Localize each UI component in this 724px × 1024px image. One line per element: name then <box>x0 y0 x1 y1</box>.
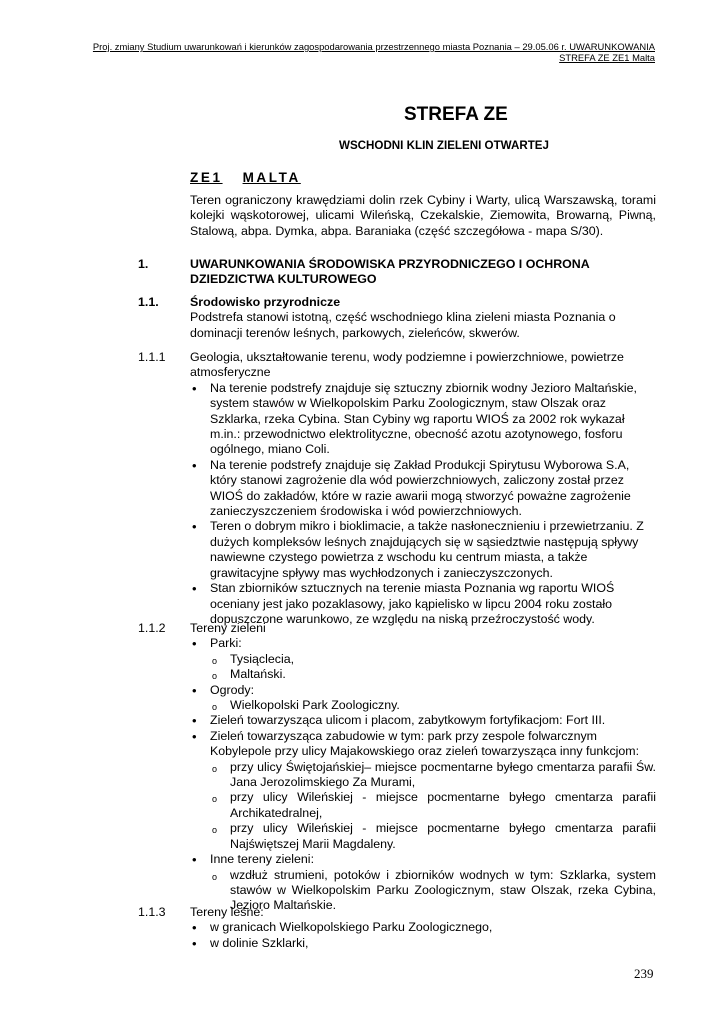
section-1-1-text: Podstrefa stanowi istotną, część wschodniego klina zieleni miasta Poznania o dominacji terenów leśnych, parkowych, zieleńców, skwerów. <box>190 310 616 340</box>
section-1-1-1 <box>190 350 656 627</box>
section-1-1-3-number: 1.1.3 <box>138 905 166 919</box>
section-1-1-3-title: Tereny leśne: <box>190 905 264 919</box>
forest-list <box>190 920 656 951</box>
intro-paragraph: Teren ograniczony krawędziami dolin rzek Cybiny i Warty, ulicą Warszawską, torami kolejki wąskotorowej, ulicami Wileńską, Czekalskie, Ziemowita, Browarną, Piwną, Stalową, abpa. Dymka, abpa. Baraniaka (część szczegółowa - mapa S/30). <box>190 193 656 238</box>
other-greenery-label: Inne tereny zieleni: <box>210 852 315 867</box>
building-greenery-label: Zieleń towarzysząca zabudowie w tym: park przy zespole folwarcznym Kobylepole przy ulicy Majakowskiego oraz zieleń towarzysząca inny funkcjom: <box>210 728 640 759</box>
page-title: STREFA ZE <box>404 104 508 125</box>
list-item: o przy ulicy Wileńskiej - miejsce pocmentarne byłego cmentarza parafii Najświętszej Marii Magdaleny. <box>210 821 656 852</box>
list-item: • w granicach Wielkopolskiego Parku Zoologicznego, <box>190 920 656 935</box>
list-item: • Na terenie podstrefy znajduje się Zakład Produkcji Spirytusu Wyborowa S.A, który stanowi zagrożenie dla wód powierzchniowych, zaliczony został przez WIOŚ do zakładów, które w razie awarii mogą stworzyć poważne zagrożenie zanieczyszczeniem środowiska i wód powierzchniowych. <box>190 458 656 520</box>
page-number: 239 <box>634 966 654 981</box>
section-1-1-2-number: 1.1.2 <box>138 621 166 635</box>
section-1-number: 1. <box>138 257 149 271</box>
greenery-list <box>190 636 656 913</box>
list-item <box>190 636 656 682</box>
gardens-label: Ogrody: <box>210 682 255 697</box>
section-1-1-2 <box>190 621 656 914</box>
list-item: o przy ulicy Świętojańskiej– miejsce pocmentarne byłego cmentarza parafii Św. Jana Jerozolimskiego Za Murami, <box>210 760 656 791</box>
list-item <box>190 683 656 714</box>
parks-list <box>210 652 656 683</box>
list-item: • Zieleń towarzysząca ulicom i placom, zabytkowym fortyfikacjom: Fort III. <box>190 713 656 728</box>
zone-code: ZE1 <box>190 170 223 185</box>
section-1-1-1-number: 1.1.1 <box>138 350 166 364</box>
gardens-list <box>210 698 656 713</box>
page-header <box>93 41 655 63</box>
geology-list <box>190 381 656 628</box>
section-1-1-number: 1.1. <box>138 295 159 309</box>
section-1-1-1-title: Geologia, ukształtowanie terenu, wody podziemne i powierzchniowe, powietrze atmosferyczne <box>190 350 624 380</box>
list-item: • Na terenie podstrefy znajduje się sztuczny zbiornik wodny Jezioro Maltańskie, system stawów w Wielkopolskim Parku Zoologicznym, staw Olszak oraz Szklarka, rzeka Cybina. Stan Cybiny wg raportu WIOŚ za 2002 rok wykazał m.in.: przewodnictwo elektrolityczne, obecność azotu azotynowego, fosforu ogólnego, miano Coli. <box>190 381 656 458</box>
list-item: • Stan zbiorników sztucznych na terenie miasta Poznania wg raportu WIOŚ oceniany jest jako pozaklasowy, jako kąpielisko w lipcu 2004 roku zostało dopuszczone warunkowo, ze względu na niską przeźroczystość wody. <box>190 581 656 627</box>
header-line-1: Proj. zmiany Studium uwarunkowań i kierunków zagospodarowania przestrzennego miasta Poznania – 29.05.06 r. UWARUNKOWANIA <box>92 41 655 52</box>
section-1-title: UWARUNKOWANIA ŚRODOWISKA PRZYRODNICZEGO I OCHRONA DZIEDZICTWA KULTUROWEGO <box>190 257 590 287</box>
section-1-1-3 <box>190 905 656 951</box>
list-item: o Wielkopolski Park Zoologiczny. <box>210 698 656 713</box>
list-item <box>190 729 656 852</box>
building-greenery-list <box>210 760 656 852</box>
list-item: o wzdłuż strumieni, potoków i zbiorników wodnych w tym: Szklarka, system stawów w Wielkopolskim Parku Zoologicznym, staw Olszak, rzeka Cybina, Jezioro Maltańskie. <box>210 868 656 914</box>
list-item: • w dolinie Szklarki, <box>190 936 656 951</box>
list-item: • Teren o dobrym mikro i bioklimacie, a także nasłonecznieniu i przewietrzaniu. Z dużych kompleksów leśnych znajdujących się w sąsiedztwie następują spływy nawiewne czystego powietrza z wschodu ku centrum miasta, a także grawitacyjne spływy mas wychłodzonych i zanieczyszczonych. <box>190 519 656 581</box>
page-subtitle: WSCHODNI KLIN ZIELENI OTWARTEJ <box>339 139 549 152</box>
section-1-1-title: Środowisko przyrodnicze <box>190 295 341 309</box>
list-item: o przy ulicy Wileńskiej - miejsce pocmentarne byłego cmentarza parafii Archikatedralnej, <box>210 790 656 821</box>
parks-label: Parki: <box>210 636 242 651</box>
zone-name: MALTA <box>242 170 301 185</box>
section-1-1-2-title: Tereny zieleni <box>190 621 266 635</box>
zone-heading <box>190 170 301 185</box>
list-item: o Maltański. <box>210 667 656 682</box>
section-1-1 <box>190 295 656 341</box>
list-item: o Tysiąclecia, <box>210 652 656 667</box>
header-line-2: STREFA ZE ZE1 Malta <box>559 52 655 63</box>
